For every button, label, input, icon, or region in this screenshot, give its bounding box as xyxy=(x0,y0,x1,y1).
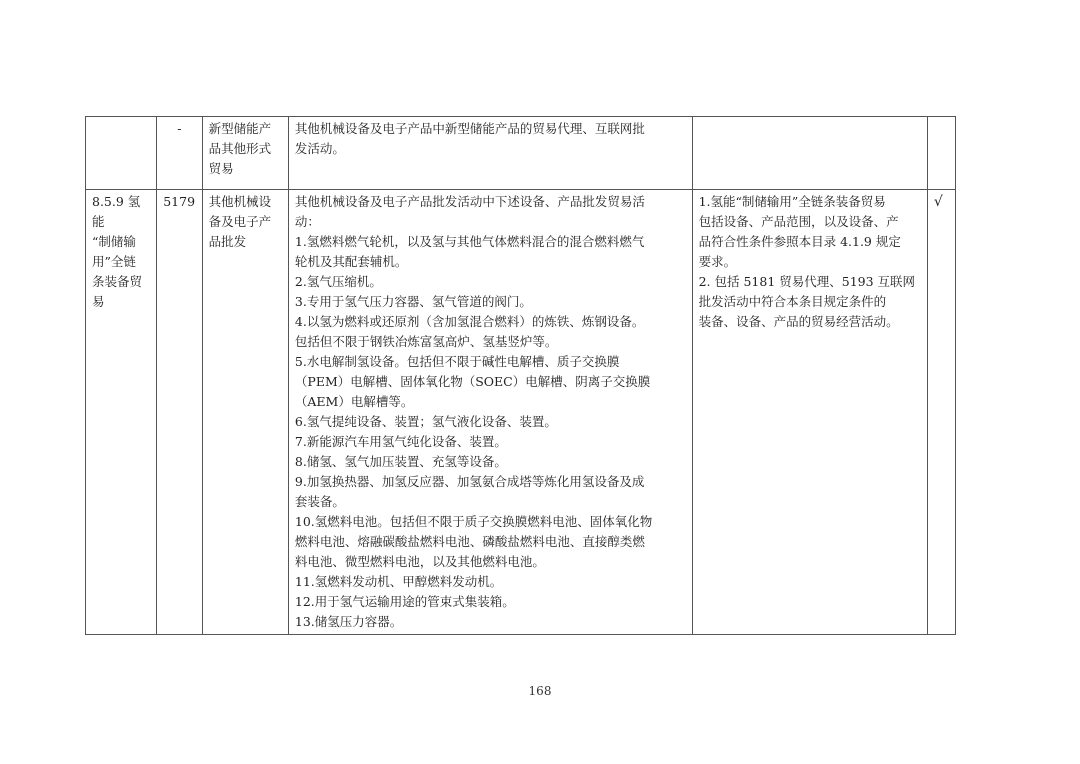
industry-code-cell: 5179 xyxy=(157,190,202,635)
description-line: 1.氢燃料燃气轮机，以及氢与其他气体燃料混合的混合燃料燃气 xyxy=(294,234,645,249)
description-cell xyxy=(288,117,692,190)
description-line: 燃料电池、熔融碳酸盐燃料电池、磷酸盐燃料电池、直接醇类燃 xyxy=(294,534,645,549)
notes-line: 品符合性条件参照本目录 4.1.9 规定 xyxy=(698,234,901,249)
catalog-table xyxy=(85,116,956,635)
industry-name-line: 贸易 xyxy=(208,161,234,176)
industry-name-line: 其他机械设 xyxy=(208,194,272,209)
category-code-line: 条装备贸 xyxy=(92,274,143,289)
mark-cell xyxy=(927,190,955,635)
description-line: 其他机械设备及电子产品中新型储能产品的贸易代理、互联网批 xyxy=(294,121,645,136)
industry-name-line: 品批发 xyxy=(208,234,247,249)
description-line: 8.储氢、氢气加压装置、充氢等设备。 xyxy=(294,454,507,469)
description-line: 发活动。 xyxy=(294,141,345,156)
category-code-cell xyxy=(86,117,157,190)
description-line: 10.氢燃料电池。包括但不限于质子交换膜燃料电池、固体氧化物 xyxy=(294,514,653,529)
description-line: 料电池、微型燃料电池，以及其他燃料电池。 xyxy=(294,554,545,569)
category-code-line: 用”全链 xyxy=(92,254,136,269)
description-line: 9.加氢换热器、加氢反应器、加氢氨合成塔等炼化用氢设备及成 xyxy=(294,474,645,489)
industry-name-line: 品其他形式 xyxy=(208,141,272,156)
description-line: 动： xyxy=(294,214,320,229)
notes-cell xyxy=(692,117,927,190)
industry-name-cell xyxy=(202,190,288,635)
notes-line: 包括设备、产品范围，以及设备、产 xyxy=(698,214,899,229)
notes-line: 要求。 xyxy=(698,254,737,269)
industry-name-line: 新型储能产 xyxy=(208,121,272,136)
industry-code-cell xyxy=(157,117,202,190)
description-line: 7.新能源汽车用氢气纯化设备、装置。 xyxy=(294,434,507,449)
notes-line: 1.氢能“制储输用”全链条装备贸易 xyxy=(698,194,886,209)
description-line: 2.氢气压缩机。 xyxy=(294,274,382,289)
description-line: 4.以氢为燃料或还原剂（含加氢混合燃料）的炼铁、炼钢设备。 xyxy=(294,314,645,329)
description-line: 套装备。 xyxy=(294,494,345,509)
table-row xyxy=(86,117,956,190)
description-line: 13.储氢压力容器。 xyxy=(294,614,403,629)
description-cell xyxy=(288,190,692,635)
category-code-line: 易 xyxy=(92,294,105,309)
description-line: （PEM）电解槽、固体氧化物（SOEC）电解槽、阴离子交换膜 xyxy=(294,374,651,389)
category-code-line: 8.5.9 氢能 xyxy=(92,194,141,229)
description-line: 轮机及其配套辅机。 xyxy=(294,254,408,269)
description-line: 11.氢燃料发动机、甲醇燃料发动机。 xyxy=(294,574,503,589)
description-line: 其他机械设备及电子产品批发活动中下述设备、产品批发贸易活 xyxy=(294,194,645,209)
notes-cell xyxy=(692,190,927,635)
description-line: 包括但不限于钢铁冶炼富氢高炉、氢基竖炉等。 xyxy=(294,334,558,349)
check-mark-icon: √ xyxy=(933,194,943,210)
notes-line: 2. 包括 5181 贸易代理、5193 互联网 xyxy=(698,274,916,289)
category-code-line: “制储输 xyxy=(92,234,136,249)
table-row xyxy=(86,190,956,635)
industry-name-cell xyxy=(202,117,288,190)
page-number: 168 xyxy=(528,684,552,698)
mark-cell xyxy=(927,117,955,190)
description-line: 6.氢气提纯设备、装置；氢气液化设备、装置。 xyxy=(294,414,557,429)
category-code-cell xyxy=(86,190,157,635)
description-line: 12.用于氢气运输用途的管束式集装箱。 xyxy=(294,594,515,609)
description-line: 3.专用于氢气压力容器、氢气管道的阀门。 xyxy=(294,294,532,309)
description-line: 5.水电解制氢设备。包括但不限于碱性电解槽、质子交换膜 xyxy=(294,354,620,369)
industry-name-line: 备及电子产 xyxy=(208,214,272,229)
notes-line: 装备、设备、产品的贸易经营活动。 xyxy=(698,314,899,329)
description-line: （AEM）电解槽等。 xyxy=(294,394,414,409)
notes-line: 批发活动中符合本条目规定条件的 xyxy=(698,294,887,309)
industry-code: - xyxy=(177,121,182,136)
